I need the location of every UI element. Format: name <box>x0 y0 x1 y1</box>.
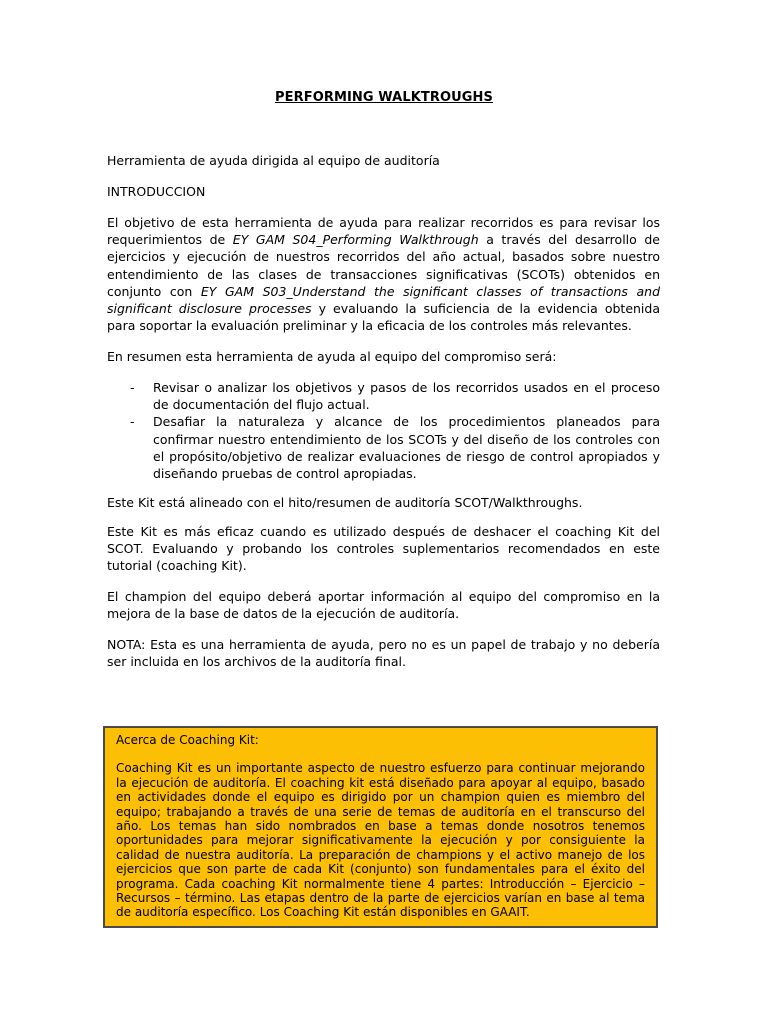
kit-alignment-paragraph: Este Kit está alineado con el hito/resumen de auditoría SCOT/Walkthroughs. <box>107 495 583 510</box>
section-heading: INTRODUCCION <box>107 184 206 199</box>
summary-paragraph: En resumen esta herramienta de ayuda al equipo del compromiso será: <box>107 349 557 364</box>
intro-reference-s04: EY GAM S04_Performing Walkthrough <box>232 232 479 248</box>
document-title: PERFORMING WALKTROUGHS <box>275 90 493 105</box>
bullet-marker: - <box>130 380 135 395</box>
intro-reference-s03: EY GAM S03_Understand the significant classes of transactions and significant disclosure processes <box>107 283 660 317</box>
intro-text-1: El objetivo de esta herramienta de ayuda para realizar recorridos es para revisar los requerimientos de <box>107 215 660 248</box>
callout-body: Coaching Kit es un importante aspecto de nuestro esfuerzo para continuar mejorando la ejecución de auditoría. El coaching kit está diseñado para apoyar al equipo, basado en actividades donde el equipo es dirigido por un champion quien es miembro del equipo; trabajando a través de una serie de temas de auditoría en el transcurso del año. Los temas han sido nombrados en base a temas donde nosotros tenemos oportunidades para mejorar significativamente la ejecución y por consiguiente la calidad de nuestra auditoría. La preparación de champions y el activo manejo de los ejercicios que son parte de cada Kit (conjunto) son fundamentales para el éxito del programa. Cada coaching Kit normalmente tiene 4 partes: Introducción – Ejercicio – Recursos – término. Las etapas dentro de la parte de ejercicios varían en base al tema de auditoría específico. Los Coaching Kit están disponibles en GAAIT. <box>116 761 645 920</box>
list-item-text: Desafiar la naturaleza y alcance de los procedimientos planeados para confirmar nuestro entendimiento de los SCOTs y del diseño de los controles con el propósito/objetivo de realizar evaluaciones de riesgo de control apropiados y diseñando pruebas de control apropiadas. <box>153 414 660 482</box>
kit-efficacy-paragraph: Este Kit es más eficaz cuando es utilizado después de deshacer el coaching Kit del SCOT. Evaluando y probando los controles suplementarios recomendados en este tutorial (coaching Kit). <box>107 524 660 574</box>
intro-text-2: a través del desarrollo de ejercicios y ejecución de nuestros recorridos del año actual, basados sobre nuestro entendimiento de las clases de transacciones significativas (SCOTs) obtenidos en conjunto con <box>107 232 660 299</box>
bullet-list <box>107 379 660 482</box>
champion-paragraph: El champion del equipo deberá aportar información al equipo del compromiso en la mejora de la base de datos de la ejecución de auditoría. <box>107 589 660 622</box>
note-paragraph: NOTA: Esta es una herramienta de ayuda, pero no es un papel de trabajo y no debería ser incluida en los archivos de la auditoría final. <box>107 637 660 670</box>
intro-text-3: y evaluando la suficiencia de la evidencia obtenida para soportar la evaluación preliminar y la eficacia de los controles más relevantes. <box>107 301 661 334</box>
list-item <box>107 413 660 482</box>
coaching-kit-callout <box>103 726 658 928</box>
bullet-marker: - <box>130 414 135 430</box>
callout-heading: Acerca de Coaching Kit: <box>116 733 259 747</box>
intro-paragraph <box>107 214 660 334</box>
list-item-text: Revisar o analizar los objetivos y pasos de los recorridos usados en el proceso de documentación del flujo actual. <box>153 380 660 413</box>
document-subtitle: Herramienta de ayuda dirigida al equipo de auditoría <box>107 153 440 168</box>
list-item <box>107 379 660 413</box>
